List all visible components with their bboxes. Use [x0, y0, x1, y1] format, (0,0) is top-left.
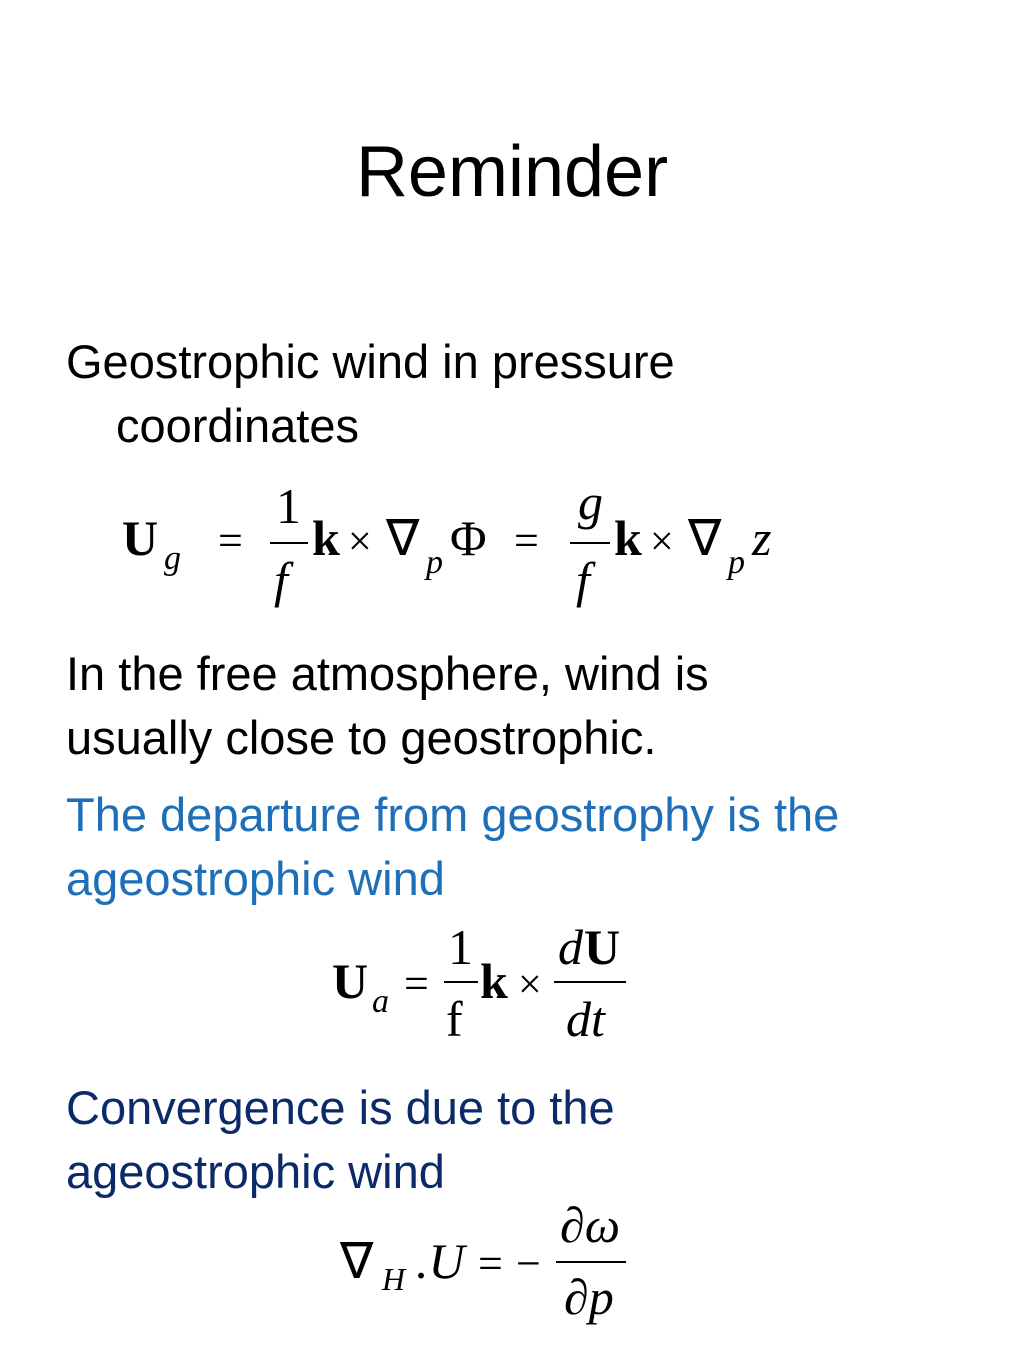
convergence-text: [66, 1076, 615, 1204]
eq3-num: ∂ω: [560, 1200, 621, 1253]
eq1-equals2: =: [514, 516, 539, 565]
eq2-lhs-U: U: [332, 953, 369, 1009]
eq1-nabla2: ∇: [688, 510, 722, 566]
eq3-nabla-sub: H: [382, 1261, 406, 1297]
eq2-lhs-sub: a: [372, 983, 389, 1020]
free-atmosphere-text: [66, 642, 709, 770]
geostrophic-equation: [110, 475, 810, 615]
eq3-dot-U: .U: [416, 1233, 465, 1289]
free-atmosphere-line2: usually close to geostrophic.: [66, 711, 657, 764]
eq2-equals: =: [404, 959, 429, 1008]
eq3-minus: −: [516, 1239, 541, 1288]
eq3-nabla: ∇: [340, 1233, 374, 1289]
eq1-phi: Φ: [450, 510, 487, 566]
eq1-times: ×: [348, 519, 372, 565]
eq1-lhs-sub: g: [164, 540, 181, 577]
eq2-frac2-den: dt: [566, 991, 605, 1047]
free-atmosphere-line1: In the free atmosphere, wind is: [66, 647, 709, 700]
departure-line2: ageostrophic wind: [66, 852, 445, 905]
eq1-nabla: ∇: [386, 510, 420, 566]
eq2-frac1-den: f: [446, 991, 463, 1047]
eq2-frac2-num-U: U: [584, 919, 621, 975]
eq2-frac1-num: 1: [448, 919, 473, 975]
eq2-frac2-num-d: d: [558, 919, 583, 975]
eq1-times2: ×: [650, 519, 674, 565]
geostrophic-heading: [66, 330, 675, 458]
departure-line1: The departure from geostrophy is the: [66, 788, 840, 841]
page-title: Reminder: [355, 132, 669, 212]
convergence-line1: Convergence is due to the: [66, 1081, 615, 1134]
eq1-frac2-num: g: [578, 475, 603, 530]
eq1-z: z: [752, 510, 772, 566]
eq1-nabla-sub: p: [426, 544, 443, 581]
eq1-k: k: [312, 510, 340, 566]
eq1-k2: k: [614, 510, 642, 566]
eq1-nabla2-sub: p: [728, 544, 745, 581]
eq1-frac1-den: f: [274, 552, 288, 608]
geostrophic-heading-line1: Geostrophic wind in pressure: [66, 335, 675, 388]
geostrophic-heading-line2: coordinates: [116, 399, 359, 452]
eq2-times: ×: [518, 962, 542, 1008]
eq1-frac2-den: f: [576, 552, 590, 608]
departure-text: [66, 783, 839, 911]
convergence-line2: ageostrophic wind: [66, 1145, 445, 1198]
eq3-equals: =: [478, 1239, 503, 1288]
eq1-frac1-num: 1: [276, 478, 301, 534]
eq3-den: ∂p: [564, 1269, 614, 1325]
convergence-equation: [330, 1200, 650, 1330]
eq2-k: k: [480, 953, 508, 1009]
ageostrophic-equation: [320, 918, 650, 1053]
eq1-equals: =: [218, 516, 243, 565]
eq1-lhs-U: U: [122, 510, 159, 566]
